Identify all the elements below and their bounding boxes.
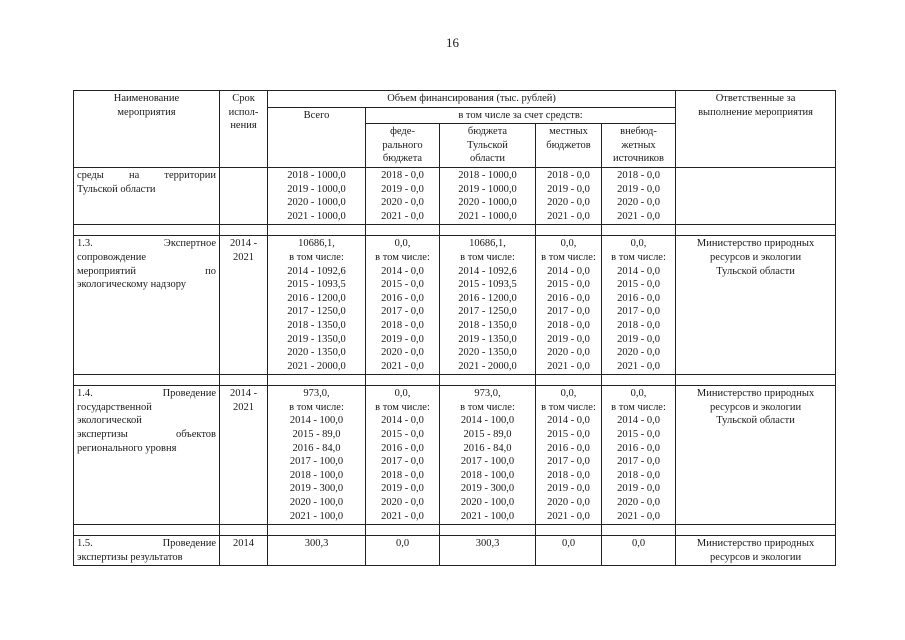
offbudget-amount-cell [602,236,676,375]
regional-amount-line: 2018 - 1000,0 [458,169,517,181]
spacer-cell [74,525,220,536]
spacer-cell [74,375,220,386]
local-amount-line: 2015 - 0,0 [547,429,590,441]
spacer-cell [440,375,536,386]
spacer-cell [220,375,268,386]
regional-amount-line: 2016 - 1200,0 [458,292,517,304]
local-amount-line: 2015 - 0,0 [547,279,590,291]
header-federal: феде- рального бюджета [366,124,440,168]
federal-amount-line: 2019 - 0,0 [381,333,424,345]
total-amount-line: в том числе: [289,251,344,263]
local-amount-cell [536,536,602,566]
term-cell [220,167,268,224]
federal-amount-line: 2016 - 0,0 [381,292,424,304]
offbudget-amount-line: 2019 - 0,0 [617,183,660,195]
offbudget-amount-line: 2017 - 0,0 [617,456,660,468]
local-amount-line: 2021 - 0,0 [547,510,590,522]
header-regional: бюджета Тульской области [440,124,536,168]
total-amount-line: 2017 - 100,0 [289,456,344,468]
local-amount-line: 0,0, [560,238,577,250]
spacer-cell [536,225,602,236]
regional-amount-line: 2019 - 300,0 [460,483,515,495]
offbudget-amount-line: в том числе: [611,401,666,413]
local-amount-line: в том числе: [541,401,596,413]
offbudget-amount-line: 2020 - 0,0 [617,197,660,209]
activity-name-cell [74,536,220,566]
activity-name-line: государственной [77,401,152,413]
federal-amount-cell [366,386,440,525]
activity-name-cell [74,386,220,525]
spacer-cell [366,375,440,386]
regional-amount-line: 2021 - 100,0 [460,510,515,522]
total-amount-line: 2018 - 1000,0 [287,169,346,181]
activity-name-cell [74,167,220,224]
total-amount-line: 2021 - 100,0 [289,510,344,522]
header-offbudget: внебюд- жетных источников [602,124,676,168]
activity-name-line: 1.4. Проведение [77,388,216,400]
term-cell: 2014 [220,536,268,566]
activity-name-line: регионального уровня [77,442,177,454]
regional-amount-line: 2015 - 89,0 [463,429,512,441]
offbudget-amount-line: 2019 - 0,0 [617,483,660,495]
regional-amount-line: 2020 - 1350,0 [458,347,517,359]
offbudget-amount-line: 2015 - 0,0 [617,279,660,291]
regional-amount-line: 973,0, [474,388,501,400]
spacer-cell [220,525,268,536]
header-local: местных бюджетов [536,124,602,168]
offbudget-amount-cell [602,386,676,525]
federal-amount-line: в том числе: [375,401,430,413]
total-amount-line: 2017 - 1250,0 [287,306,346,318]
federal-amount-line: 2015 - 0,0 [381,279,424,291]
total-amount-line: 2021 - 1000,0 [287,210,346,222]
spacer-cell [602,225,676,236]
spacer-cell [268,225,366,236]
total-amount-line: 2020 - 1350,0 [287,347,346,359]
offbudget-amount-line: в том числе: [611,251,666,263]
responsible-cell: Министерство природных ресурсов и экологии Тульской области [676,236,836,375]
header-term: Срок испол- нения [220,91,268,168]
activity-name-line: 1.5. Проведение [77,538,216,550]
federal-amount-line: 2017 - 0,0 [381,456,424,468]
federal-amount-line: 2020 - 0,0 [381,197,424,209]
local-amount-line: 2016 - 0,0 [547,442,590,454]
spacer-cell [676,375,836,386]
federal-amount-line: 2019 - 0,0 [381,183,424,195]
local-amount-line: 2021 - 0,0 [547,360,590,372]
total-amount-cell [268,236,366,375]
spacer-cell [268,525,366,536]
local-amount-line: 2018 - 0,0 [547,169,590,181]
offbudget-amount-line: 0,0, [630,238,647,250]
regional-amount-line: 300,3 [475,538,500,550]
offbudget-amount-line: 2014 - 0,0 [617,415,660,427]
local-amount-line: 2014 - 0,0 [547,265,590,277]
total-amount-line: 2016 - 84,0 [292,442,341,454]
activity-name-line: среды на территории [77,169,216,181]
federal-amount-line: 2014 - 0,0 [381,265,424,277]
federal-amount-line: 2020 - 0,0 [381,497,424,509]
federal-amount-cell [366,236,440,375]
federal-amount-line: 2015 - 0,0 [381,429,424,441]
spacer-cell [366,525,440,536]
total-amount-line: 2021 - 2000,0 [287,360,346,372]
total-amount-line: 300,3 [304,538,329,550]
activity-name-cell [74,236,220,375]
row-spacer [74,375,836,386]
federal-amount-line: 2017 - 0,0 [381,306,424,318]
total-amount-line: 2020 - 100,0 [289,497,344,509]
total-amount-line: 2016 - 1200,0 [287,292,346,304]
local-amount-cell [536,236,602,375]
spacer-cell [536,375,602,386]
financing-table [73,90,836,566]
regional-amount-line: в том числе: [460,251,515,263]
offbudget-amount-line: 2019 - 0,0 [617,333,660,345]
federal-amount-cell [366,167,440,224]
total-amount-cell [268,386,366,525]
local-amount-line: 2018 - 0,0 [547,319,590,331]
header-name: Наименование мероприятия [74,91,220,168]
federal-amount-line: 2021 - 0,0 [381,360,424,372]
regional-amount-cell [440,386,536,525]
local-amount-line: 2017 - 0,0 [547,306,590,318]
federal-amount-line: 2018 - 0,0 [381,469,424,481]
federal-amount-line: 2021 - 0,0 [381,510,424,522]
responsible-cell: Министерство природных ресурсов и экологии [676,536,836,566]
responsible-cell: Министерство природных ресурсов и экологии Тульской области [676,386,836,525]
regional-amount-line: 2015 - 1093,5 [458,279,517,291]
offbudget-amount-line: 0,0 [631,538,646,550]
spacer-cell [602,525,676,536]
table-body [74,167,836,565]
regional-amount-line: в том числе: [460,401,515,413]
regional-amount-line: 2021 - 1000,0 [458,210,517,222]
federal-amount-line: 2020 - 0,0 [381,347,424,359]
total-amount-line: 2019 - 1350,0 [287,333,346,345]
local-amount-line: 2021 - 0,0 [547,210,590,222]
local-amount-cell [536,167,602,224]
table-row [74,167,836,224]
regional-amount-line: 2020 - 100,0 [460,497,515,509]
activity-name-line: 1.3. Экспертное [77,238,216,250]
federal-amount-line: 2019 - 0,0 [381,483,424,495]
regional-amount-line: 2017 - 1250,0 [458,306,517,318]
local-amount-line: 0,0, [560,388,577,400]
local-amount-line: 2020 - 0,0 [547,347,590,359]
activity-name-line: экспертизы объектов [77,429,216,441]
offbudget-amount-line: 0,0, [630,388,647,400]
offbudget-amount-line: 2016 - 0,0 [617,442,660,454]
spacer-cell [440,525,536,536]
header-including: в том числе за счет средств: [366,107,676,124]
offbudget-amount-cell [602,167,676,224]
regional-amount-line: 2019 - 1000,0 [458,183,517,195]
federal-amount-line: 2021 - 0,0 [381,210,424,222]
activity-name-line: сопровождение [77,251,147,263]
regional-amount-line: 2021 - 2000,0 [458,360,517,372]
federal-amount-cell [366,536,440,566]
total-amount-line: 2015 - 89,0 [292,429,341,441]
regional-amount-line: 2014 - 100,0 [460,415,515,427]
offbudget-amount-line: 2018 - 0,0 [617,319,660,331]
offbudget-amount-line: 2018 - 0,0 [617,169,660,181]
row-spacer [74,525,836,536]
local-amount-line: в том числе: [541,251,596,263]
regional-amount-line: 2018 - 100,0 [460,469,515,481]
total-amount-line: 2019 - 1000,0 [287,183,346,195]
regional-amount-cell [440,167,536,224]
regional-amount-line: 2014 - 1092,6 [458,265,517,277]
total-amount-line: в том числе: [289,401,344,413]
offbudget-amount-line: 2014 - 0,0 [617,265,660,277]
header-volume: Объем финансирования (тыс. рублей) [268,91,676,108]
activity-name-line: экологической [77,415,142,427]
spacer-cell [268,375,366,386]
activity-name-line: экологическому надзору [77,279,187,291]
federal-amount-line: в том числе: [375,251,430,263]
offbudget-amount-line: 2020 - 0,0 [617,347,660,359]
spacer-cell [676,225,836,236]
local-amount-line: 2020 - 0,0 [547,197,590,209]
local-amount-cell [536,386,602,525]
federal-amount-line: 2018 - 0,0 [381,319,424,331]
activity-name-line: экспертизы результатов [77,551,183,563]
federal-amount-line: 0,0, [394,238,411,250]
row-spacer [74,225,836,236]
total-amount-line: 2015 - 1093,5 [287,279,346,291]
regional-amount-line: 10686,1, [469,238,506,250]
total-amount-line: 2020 - 1000,0 [287,197,346,209]
offbudget-amount-line: 2021 - 0,0 [617,510,660,522]
local-amount-line: 2019 - 0,0 [547,183,590,195]
regional-amount-line: 2017 - 100,0 [460,456,515,468]
regional-amount-line: 2019 - 1350,0 [458,333,517,345]
local-amount-line: 2017 - 0,0 [547,456,590,468]
term-cell: 2014 - 2021 [220,386,268,525]
offbudget-amount-line: 2017 - 0,0 [617,306,660,318]
regional-amount-cell [440,236,536,375]
local-amount-line: 2014 - 0,0 [547,415,590,427]
total-amount-cell [268,167,366,224]
total-amount-line: 10686,1, [298,238,335,250]
local-amount-line: 2018 - 0,0 [547,469,590,481]
offbudget-amount-line: 2015 - 0,0 [617,429,660,441]
total-amount-cell [268,536,366,566]
total-amount-line: 2018 - 100,0 [289,469,344,481]
total-amount-line: 973,0, [303,388,330,400]
spacer-cell [676,525,836,536]
regional-amount-line: 2018 - 1350,0 [458,319,517,331]
header-responsible: Ответственные за выполнение мероприятия [676,91,836,168]
spacer-cell [220,225,268,236]
spacer-cell [536,525,602,536]
term-cell: 2014 - 2021 [220,236,268,375]
offbudget-amount-line: 2016 - 0,0 [617,292,660,304]
total-amount-line: 2019 - 300,0 [289,483,344,495]
local-amount-line: 2016 - 0,0 [547,292,590,304]
local-amount-line: 2020 - 0,0 [547,497,590,509]
offbudget-amount-line: 2021 - 0,0 [617,210,660,222]
local-amount-line: 2019 - 0,0 [547,483,590,495]
responsible-cell [676,167,836,224]
local-amount-line: 0,0 [561,538,576,550]
regional-amount-line: 2016 - 84,0 [463,442,512,454]
federal-amount-line: 0,0, [394,388,411,400]
local-amount-line: 2019 - 0,0 [547,333,590,345]
federal-amount-line: 2014 - 0,0 [381,415,424,427]
offbudget-amount-cell [602,536,676,566]
total-amount-line: 2014 - 100,0 [289,415,344,427]
spacer-cell [366,225,440,236]
federal-amount-line: 2016 - 0,0 [381,442,424,454]
spacer-cell [440,225,536,236]
federal-amount-line: 2018 - 0,0 [381,169,424,181]
spacer-cell [602,375,676,386]
offbudget-amount-line: 2021 - 0,0 [617,360,660,372]
federal-amount-line: 0,0 [395,538,410,550]
regional-amount-cell [440,536,536,566]
table-row [74,386,836,525]
activity-name-line: мероприятий по [77,265,216,277]
spacer-cell [74,225,220,236]
offbudget-amount-line: 2020 - 0,0 [617,497,660,509]
table-row [74,236,836,375]
offbudget-amount-line: 2018 - 0,0 [617,469,660,481]
header-total: Всего [268,107,366,167]
total-amount-line: 2018 - 1350,0 [287,319,346,331]
page-number: 16 [446,35,459,50]
activity-name-line: Тульской области [77,183,156,195]
total-amount-line: 2014 - 1092,6 [287,265,346,277]
table-row [74,536,836,566]
regional-amount-line: 2020 - 1000,0 [458,197,517,209]
